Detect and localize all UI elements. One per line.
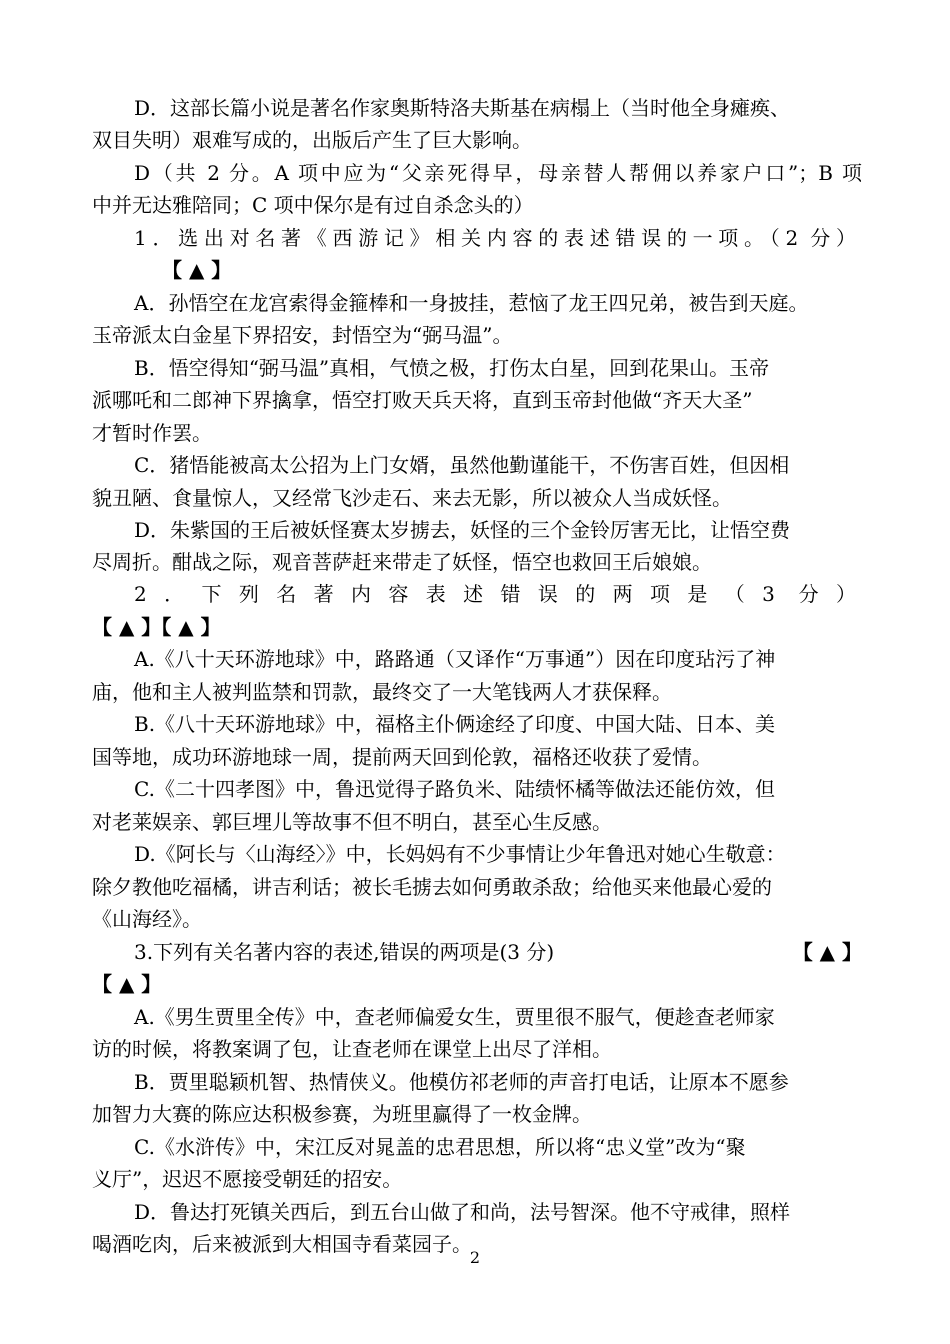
q1-option-c-line2: 貌丑陋、食量惊人，又经常飞沙走石、来去无影，所以被众人当成妖怪。 xyxy=(92,486,732,510)
q1-option-a-line1: A．孙悟空在龙宫索得金箍棒和一身披挂，惹恼了龙王四兄弟，被告到天庭。 xyxy=(134,291,809,315)
q1-option-d-line2: 尽周折。酣战之际，观音菩萨赶来带走了妖怪，悟空也救回王后娘娘。 xyxy=(92,550,712,574)
page-number: 2 xyxy=(469,1248,481,1267)
q3-answer-blank-right: 【 ▲ 】 xyxy=(792,940,862,964)
q3-option-b-line2: 加智力大赛的陈应达积极参赛，为班里赢得了一枚金牌。 xyxy=(92,1102,592,1126)
q2-stem: 2．下列名著内容表述错误的两项是（3 分） xyxy=(134,582,856,606)
q1-option-b-line1: B．悟空得知“弼马温”真相，气愤之极，打伤太白星，回到花果山。玉帝 xyxy=(134,356,770,380)
prev-answer-line1: D（共 2 分。A 项中应为“父亲死得早，母亲替人帮佣以养家户口”；B 项 xyxy=(134,161,862,185)
q1-option-b-line3: 才暂时作罢。 xyxy=(92,421,212,445)
q3-option-c-line2: 义厅”，迟迟不愿接受朝廷的招安。 xyxy=(92,1167,403,1191)
q3-stem: 3.下列有关名著内容的表述,错误的两项是(3 分) xyxy=(134,940,555,964)
q1-option-b-line2: 派哪吒和二郎神下界擒拿，悟空打败天兵天将，直到玉帝封他做“齐天大圣” xyxy=(92,388,753,412)
q1-option-a-line2: 玉帝派太白金星下界招安，封悟空为“弼马温”。 xyxy=(92,323,513,347)
q2-option-a-line1: A.《八十天环游地球》中，路路通（又译作“万事通”）因在印度玷污了神 xyxy=(134,647,776,671)
q1-stem: 1．选出对名著《西游记》相关内容的表述错误的一项。（2 分） xyxy=(134,226,856,250)
q1-answer-blank: 【 ▲ 】 xyxy=(162,258,232,282)
q2-option-c-line1: C.《二十四孝图》中，鲁迅觉得子路负米、陆绩怀橘等做法还能仿效，但 xyxy=(134,777,775,801)
prev-option-d-line2: 双目失明）艰难写成的，出版后产生了巨大影响。 xyxy=(92,128,532,152)
q1-option-d-line1: D．朱紫国的王后被妖怪赛太岁掳去，妖怪的三个金铃厉害无比，让悟空费 xyxy=(134,518,791,542)
q3-option-d-line2: 喝酒吃肉，后来被派到大相国寺看菜园子。 xyxy=(92,1232,472,1256)
q3-option-d-line1: D．鲁达打死镇关西后，到五台山做了和尚，法号智深。他不守戒律，照样 xyxy=(134,1200,791,1224)
q2-option-a-line2: 庙，他和主人被判监禁和罚款，最终交了一大笔钱两人才获保释。 xyxy=(92,680,672,704)
q2-option-b-line1: B.《八十天环游地球》中，福格主仆俩途经了印度、中国大陆、日本、美 xyxy=(134,712,776,736)
q2-option-d-line2: 除夕教他吃福橘，讲吉利话；被长毛掳去如何勇敢杀敌；给他买来他最心爱的 xyxy=(92,875,772,899)
q3-option-c-line1: C.《水浒传》中，宋江反对晁盖的忠君思想，所以将“忠义堂”改为“聚 xyxy=(134,1135,746,1159)
q2-option-c-line2: 对老莱娱亲、郭巨埋儿等故事不但不明白，甚至心生反感。 xyxy=(92,810,612,834)
q2-option-d-line1: D.《阿长与〈山海经〉》中，长妈妈有不少事情让少年鲁迅对她心生敬意： xyxy=(134,842,786,866)
q2-answer-blanks: 【 ▲ 】【 ▲ 】 xyxy=(92,615,221,639)
q3-answer-blank-left: 【 ▲ 】 xyxy=(92,972,162,996)
q2-option-d-line3: 《山海经》。 xyxy=(92,907,202,931)
prev-answer-line2: 中并无达雅陪同；C 项中保尔是有过自杀念头的） xyxy=(92,193,534,217)
q3-option-b-line1: B．贾里聪颖机智、热情侠义。他模仿祁老师的声音打电话，让原本不愿参 xyxy=(134,1070,789,1094)
q3-option-a-line2: 访的时候，将教案调了包，让查老师在课堂上出尽了洋相。 xyxy=(92,1037,612,1061)
q1-option-c-line1: C．猪悟能被高太公招为上门女婿，虽然他勤谨能干，不伤害百姓，但因相 xyxy=(134,453,790,477)
prev-option-d-line1: D．这部长篇小说是著名作家奥斯特洛夫斯基在病榻上（当时他全身瘫痪、 xyxy=(134,96,791,120)
q3-option-a-line1: A.《男生贾里全传》中，查老师偏爱女生，贾里很不服气，便趁查老师家 xyxy=(134,1005,775,1029)
q2-option-b-line2: 国等地，成功环游地球一周，提前两天回到伦敦，福格还收获了爱情。 xyxy=(92,745,712,769)
